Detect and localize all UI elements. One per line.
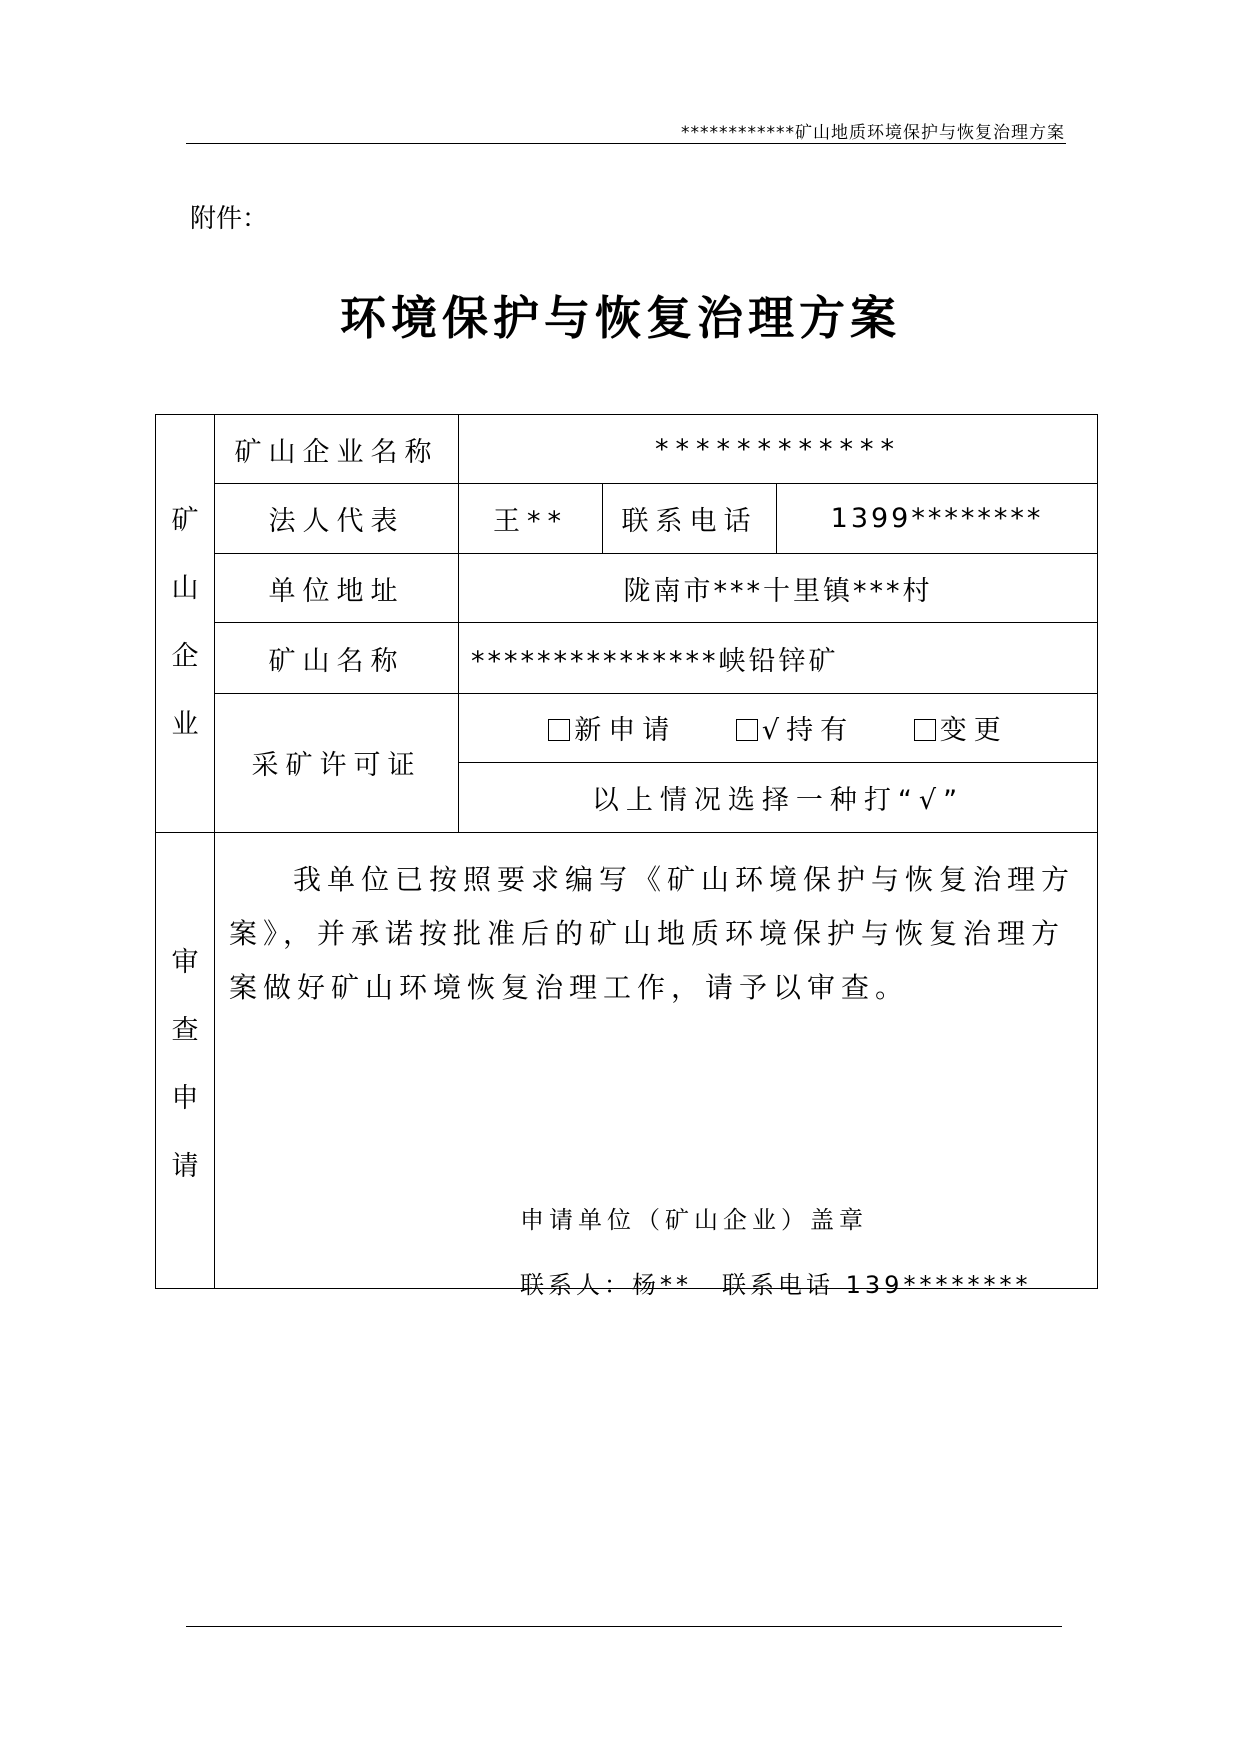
review-application-cell (215, 832, 1098, 1299)
legal-rep-value[interactable]: 王** (459, 484, 603, 554)
license-note: 以上情况选择一种打“√” (459, 762, 1098, 832)
review-section-label (156, 832, 215, 1288)
legal-rep-label: 法人代表 (215, 484, 459, 554)
license-options (459, 693, 1098, 762)
checkbox-icon[interactable] (548, 719, 570, 741)
review-side-char: 审 (171, 947, 199, 979)
phone-value[interactable]: 1399******** (777, 484, 1098, 554)
address-value[interactable]: 陇南市***十里镇***村 (459, 554, 1098, 623)
document-title: 环境保护与恢复治理方案 (340, 291, 901, 345)
contact-phone-label: 联系电话 (722, 1270, 834, 1299)
license-option-hold[interactable]: √持有 (736, 708, 854, 747)
company-name-value[interactable]: ************ (459, 415, 1098, 484)
contact-line (520, 1265, 1031, 1300)
mine-name-value[interactable]: ***************峡铅锌矿 (459, 623, 1098, 693)
enterprise-side-char: 企 (171, 641, 199, 673)
license-label: 采矿许可证 (215, 693, 459, 832)
running-header: ************矿山地质环境保护与恢复治理方案 (681, 123, 1065, 143)
checkbox-icon[interactable] (914, 719, 936, 741)
review-statement: 我单位已按照要求编写《矿山环境保护与恢复治理方案》，并承诺按批准后的矿山地质环境保护与恢复治理方案做好矿山环境恢复治理工作，请予以审查。 (229, 862, 1076, 1004)
enterprise-side-char: 山 (171, 573, 199, 605)
enterprise-side-char: 业 (171, 709, 199, 741)
review-side-char: 请 (171, 1151, 199, 1183)
address-label: 单位地址 (215, 554, 459, 623)
contact-person-value[interactable]: 杨** (632, 1270, 692, 1299)
application-form-table (155, 414, 1098, 1299)
license-option-change[interactable]: 变更 (914, 708, 1008, 747)
header-divider (186, 143, 1066, 144)
mine-name-label: 矿山名称 (215, 623, 459, 693)
enterprise-side-char: 矿 (171, 505, 199, 537)
review-side-char: 申 (171, 1083, 199, 1115)
checkbox-icon[interactable] (736, 719, 758, 741)
license-option-new[interactable]: 新申请 (548, 708, 676, 747)
review-side-char: 查 (171, 1015, 199, 1047)
enterprise-section-label (156, 415, 215, 833)
footer-divider (186, 1626, 1062, 1627)
stamp-line: 申请单位（矿山企业）盖章 (520, 1205, 868, 1234)
contact-person-label: 联系人： (520, 1270, 632, 1299)
attachment-label: 附件： (190, 204, 269, 234)
contact-phone-value[interactable]: 139******** (845, 1270, 1032, 1299)
company-name-label: 矿山企业名称 (215, 415, 459, 484)
phone-label: 联系电话 (603, 484, 777, 554)
